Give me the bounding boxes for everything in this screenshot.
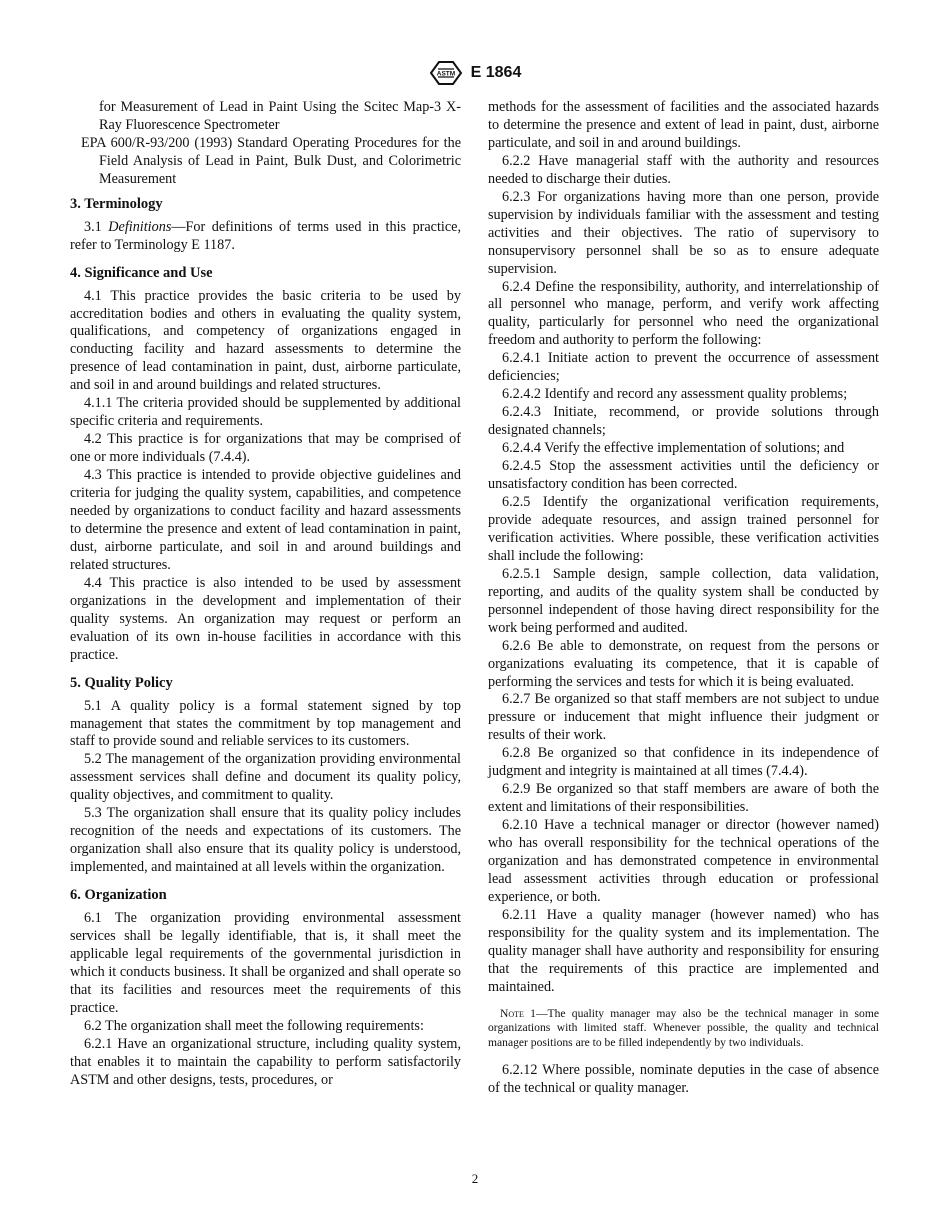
section-4-heading: 4. Significance and Use	[70, 264, 213, 281]
paragraph-4-1-1: 4.1.1 The criteria provided should be supplemented by additional specific criteria and requirements.	[70, 395, 461, 430]
paragraph-6-2-12: 6.2.12 Where possible, nominate deputies in the case of absence of the technical or quality manager.	[488, 1062, 879, 1097]
paragraph-6-2: 6.2 The organization shall meet the following requirements:	[84, 1017, 424, 1034]
paragraph-6-2-4-4: 6.2.4.4 Verify the effective implementation of solutions; and	[502, 440, 845, 457]
logo-text: ASTM	[436, 70, 455, 78]
page-number: 2	[471, 1171, 479, 1186]
standard-designation: E 1864	[470, 64, 522, 81]
paragraph-5-2: 5.2 The management of the organization providing environmental assessment services shall define and document its quality policy, quality objectives, and commitment to quality.	[70, 751, 461, 804]
paragraph-6-2-5-1: 6.2.5.1 Sample design, sample collection, data validation, reporting, and audits of the quality system shall be conducted by personnel independent of those having direct responsibility for the work being performed and audited.	[488, 565, 879, 636]
section-6-heading: 6. Organization	[70, 887, 167, 904]
paragraph-3-1	[70, 219, 461, 255]
definitions-term: Definitions	[108, 218, 172, 235]
paragraph-3-1-number: 3.1	[84, 218, 109, 235]
astm-logo-icon	[429, 60, 463, 86]
paragraph-6-2-1: 6.2.1 Have an organizational structure, including quality system, that enables it to maintain the capability to perform satisfactorily ASTM and other designs, tests, procedures, or	[70, 1035, 461, 1088]
paragraph-6-2-7: 6.2.7 Be organized so that staff members are not subject to undue pressure or inducement that might influence their judgment or results of their work.	[488, 691, 879, 744]
note-1	[488, 1007, 879, 1051]
paragraph-6-2-4-5: 6.2.4.5 Stop the assessment activities until the deficiency or unsatisfactory condition has been corrected.	[488, 458, 879, 493]
paragraph-6-2-4-1: 6.2.4.1 Initiate action to prevent the occurrence of assessment deficiencies;	[488, 350, 879, 385]
paragraph-6-2-3: 6.2.3 For organizations having more than one person, provide supervision by individuals familiar with the assessment and testing activities and their objectives. The ratio of supervisory to nonsupervisory personnel shall be so as to ensure adequate supervision.	[488, 188, 879, 277]
left-column	[70, 99, 461, 1090]
reference-continued: for Measurement of Lead in Paint Using the Scitec Map-3 X-Ray Fluorescence Spectrometer	[99, 99, 461, 133]
paragraph-4-3: 4.3 This practice is intended to provide objective guidelines and criteria for judging the quality system, capabilities, and competence needed by organizations to conduct facility and hazard assessments to determine the presence and extent of lead contamination in paint, dust, airborne particulate, and soil in and around buildings and related structures.	[70, 467, 461, 573]
paragraph-6-2-5: 6.2.5 Identify the organizational verification requirements, provide adequate resources, and assign trained personnel for verification activities. Where possible, these verification activities shall include the following:	[488, 493, 879, 564]
section-5-heading: 5. Quality Policy	[70, 674, 173, 691]
paragraph-6-2-9: 6.2.9 Be organized so that staff members are aware of both the extent and limitations of their responsibilities.	[488, 781, 879, 816]
paragraph-5-1: 5.1 A quality policy is a formal statement signed by top management that states the commitment by top management and staff to provide sound and reliable services to its customers.	[70, 697, 461, 750]
right-column	[488, 99, 879, 1098]
paragraph-6-2-2: 6.2.2 Have managerial staff with the authority and resources needed to discharge their duties.	[488, 152, 879, 187]
paragraph-4-2: 4.2 This practice is for organizations that may be comprised of one or more individuals (7.4.4).	[70, 431, 461, 466]
paragraph-6-1: 6.1 The organization providing environmental assessment services shall be legally identifiable, that is, it shall meet the applicable legal requirements of the governmental jurisdiction in which it conducts business. It shall be organized and shall operate so that its facilities and resources meet the requirements of this practice.	[70, 910, 461, 1016]
paragraph-6-2-10: 6.2.10 Have a technical manager or director (however named) who has overall responsibility for the technical operations of the organization and has demonstrated competence in environmental lead assessment activities through education or professional experience, or both.	[488, 817, 879, 905]
paragraph-6-2-4: 6.2.4 Define the responsibility, authority, and interrelationship of all personnel who manage, perform, and verify work affecting quality, particularly for personnel who need the organizational freedom and authority to perform the following:	[488, 278, 879, 349]
paragraph-6-2-4-2: 6.2.4.2 Identify and record any assessment quality problems;	[502, 386, 848, 403]
paragraph-6-2-4-3: 6.2.4.3 Initiate, recommend, or provide solutions through designated channels;	[488, 404, 879, 439]
paragraph-6-2-11: 6.2.11 Have a quality manager (however named) who has responsibility for the quality system and its implementation. The quality manager shall have authority and responsibility for ensuring that the requirements of this practice are implemented and maintained.	[488, 906, 879, 995]
paragraph-6-2-1-continued: methods for the assessment of facilities and the associated hazards to determine the presence and extent of lead in paint, dust, airborne particulate, and soil in and around buildings.	[488, 99, 879, 151]
note-text: —The quality manager may also be the technical manager in some organizations with limited staff. Whenever possible, the quality and technical manager positions are to be filled independently by two individuals.	[488, 1006, 879, 1049]
reference-epa: EPA 600/R-93/200 (1993) Standard Operating Procedures for the Field Analysis of Lead in Paint, Bulk Dust, and Colorimetric Measurement	[81, 134, 461, 187]
page-header	[0, 60, 950, 90]
paragraph-4-4: 4.4 This practice is also intended to be used by assessment organizations in the development and implementation of their quality systems. An organization may request or perform an evaluation of its own in-house facilities in accordance with this practice.	[70, 574, 461, 663]
note-label: Note 1	[500, 1006, 536, 1020]
paragraph-4-1: 4.1 This practice provides the basic criteria to be used by accreditation bodies and others in evaluating the quality system, qualifications, and competency of organizations engaged in conducting facility and hazard assessments to determine the presence of lead contamination in paint, dust, airborne particulate, and soil in and around buildings and related structures.	[70, 287, 461, 394]
paragraph-3-1-text: —For definitions of terms used in this practice, refer to Terminology E 1187.	[70, 218, 461, 253]
paragraph-6-2-6: 6.2.6 Be able to demonstrate, on request from the persons or organizations evaluating its competence, that it is capable of performing the services and tests for which it is being evaluated.	[488, 637, 879, 690]
paragraph-6-2-8: 6.2.8 Be organized so that confidence in its independence of judgment and integrity is maintained at all times (7.4.4).	[488, 745, 879, 780]
section-3-heading: 3. Terminology	[70, 195, 163, 212]
paragraph-5-3: 5.3 The organization shall ensure that its quality policy includes recognition of the needs and expectations of its customers. The organization shall also ensure that its quality policy is understood, implemented, and maintained at all levels within the organization.	[70, 805, 461, 876]
